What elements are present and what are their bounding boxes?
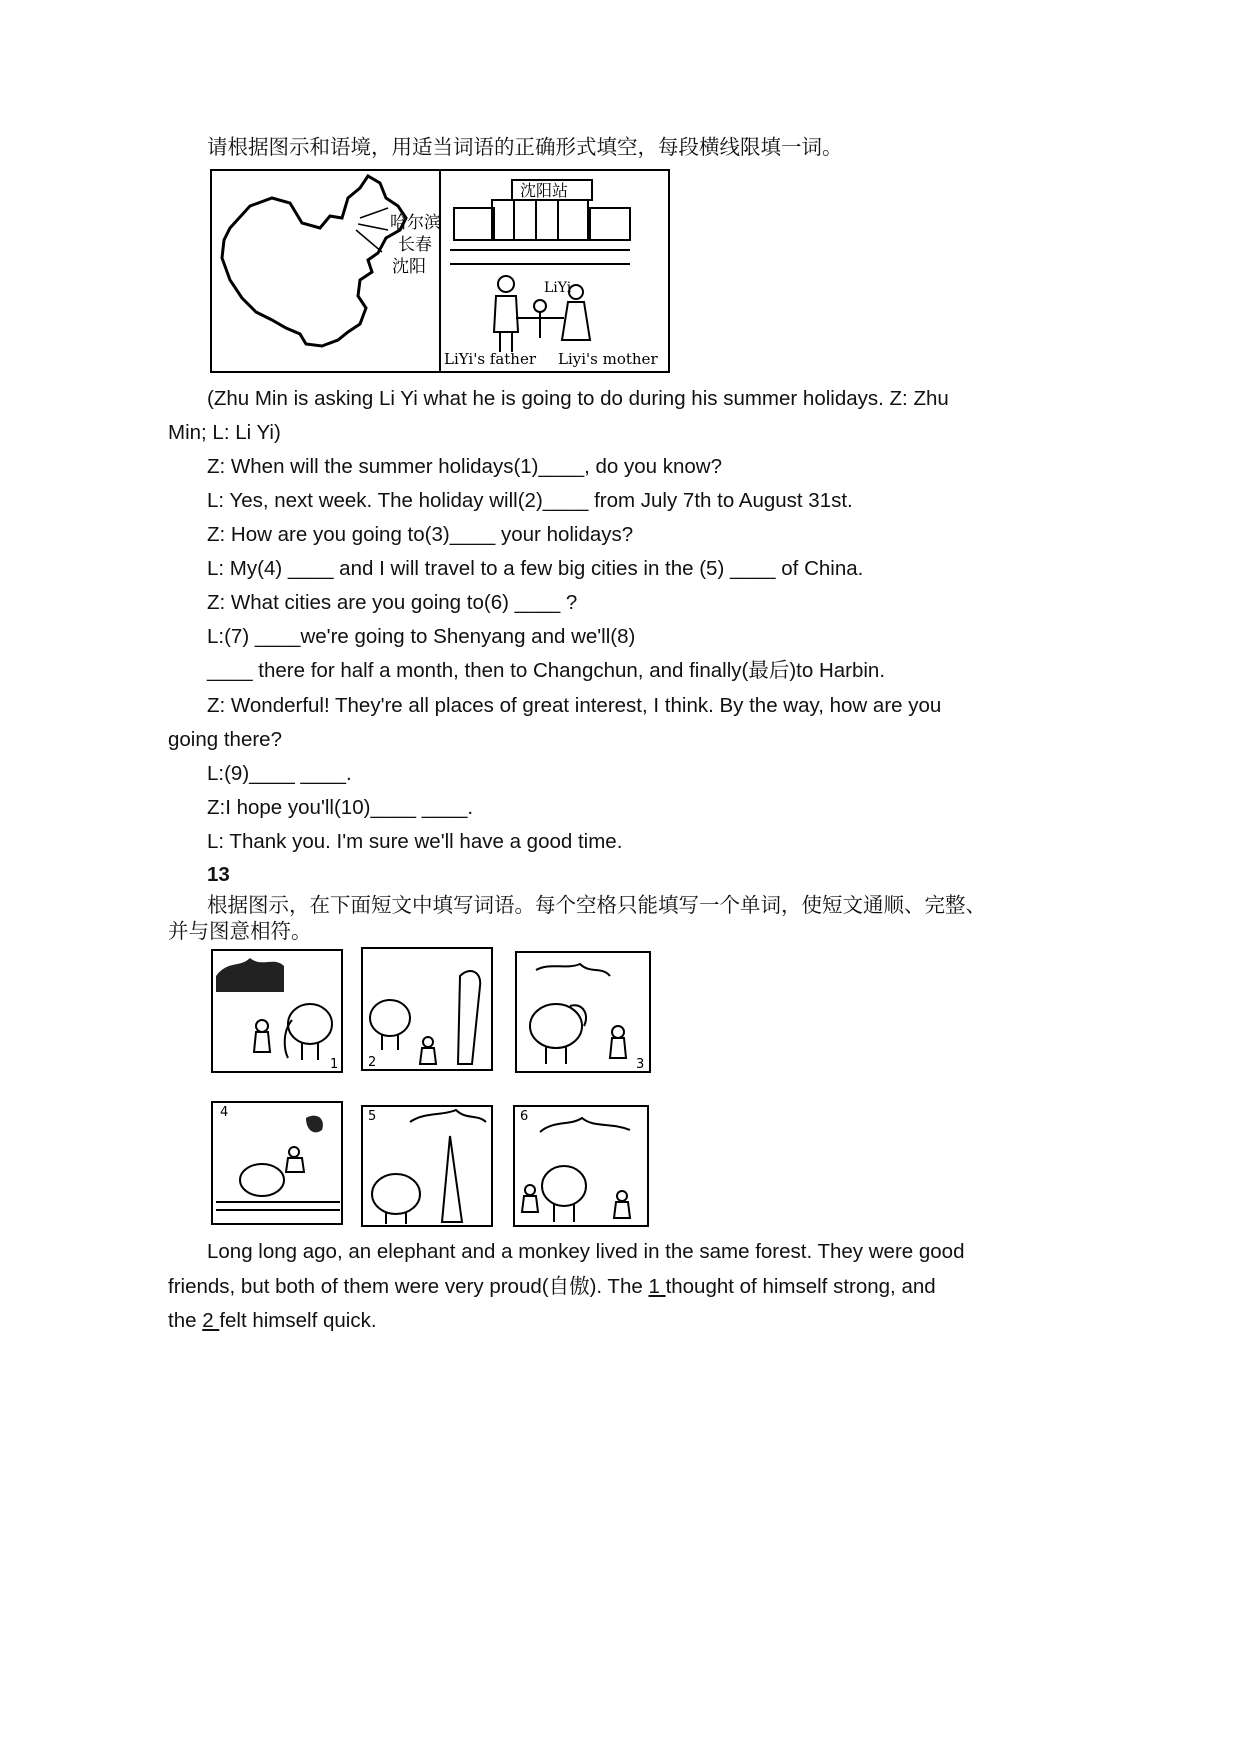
story-panel-3 xyxy=(516,952,650,1072)
passage-text: the xyxy=(168,1309,203,1332)
dialogue-line: L: Yes, next week. The holiday will(2)____ from July 7th to August 31st. xyxy=(207,489,853,512)
label-father: LiYi's father xyxy=(444,350,537,368)
passage-text: friends, but both of them were very proud(自傲). The xyxy=(168,1275,649,1298)
instruction-text: 根据图示，在下面短文中填写词语。每个空格只能填写一个单词，使短文通顺、完整、 xyxy=(207,893,986,917)
story-panel-6 xyxy=(514,1106,648,1226)
story-panel-1 xyxy=(212,950,342,1072)
dialogue-line: L: Thank you. I'm sure we'll have a good time. xyxy=(207,830,623,853)
dialogue-line: Z:I hope you'll(10)____ ____. xyxy=(207,796,474,819)
story-panel-5 xyxy=(362,1106,492,1226)
label-liyi: LiYi xyxy=(544,280,572,296)
dialogue-line: L:(9)____ ____. xyxy=(207,762,352,785)
dialogue-line: Z: What cities are you going to(6) ____ ? xyxy=(207,591,578,614)
station-sign: 沈阳站 xyxy=(520,181,569,200)
svg-text:4: 4 xyxy=(220,1105,229,1120)
map-label-changchun: 长春 xyxy=(398,235,432,255)
svg-text:5: 5 xyxy=(368,1109,377,1124)
passage-text: felt himself quick. xyxy=(219,1309,377,1332)
passage-line xyxy=(168,1268,936,1306)
story-panel-2 xyxy=(362,948,492,1070)
svg-text:3: 3 xyxy=(636,1057,645,1072)
figure-map-station xyxy=(210,168,672,374)
passage-line: Long long ago, an elephant and a monkey lived in the same forest. They were good xyxy=(207,1240,965,1263)
dialogue-line: Z: Wonderful! They're all places of great interest, I think. By the way, how are you xyxy=(207,694,942,717)
dialogue-line: going there? xyxy=(168,728,282,751)
china-map-outline xyxy=(222,176,406,346)
svg-text:2: 2 xyxy=(368,1055,377,1070)
map-label-shenyang: 沈阳 xyxy=(392,257,426,277)
story-panel-4 xyxy=(212,1102,342,1224)
instruction-text: 并与图意相符。 xyxy=(168,919,312,943)
passage-blank-2: 2 xyxy=(202,1309,220,1332)
dialogue-line: Z: How are you going to(3)____ your holidays? xyxy=(207,523,634,546)
dialogue-line: (Zhu Min is asking Li Yi what he is going to do during his summer holidays. Z: Zhu xyxy=(207,387,949,410)
label-mother: Liyi's mother xyxy=(558,350,658,368)
dialogue-line: ____ there for half a month, then to Changchun, and finally(最后)to Harbin. xyxy=(207,659,886,682)
passage-line xyxy=(168,1302,377,1340)
passage-text: thought of himself strong, and xyxy=(665,1275,936,1298)
dialogue-line: L:(7) ____we're going to Shenyang and we'll(8) xyxy=(207,625,636,648)
passage-blank-1: 1 xyxy=(648,1275,666,1298)
map-label-harbin: 哈尔滨 xyxy=(390,213,441,233)
svg-text:1: 1 xyxy=(330,1057,339,1072)
dialogue-line: Min; L: Li Yi) xyxy=(168,421,281,444)
question-number: 13 xyxy=(207,863,230,886)
svg-text:6: 6 xyxy=(520,1109,529,1124)
dialogue-line: L: My(4) ____ and I will travel to a few big cities in the (5) ____ of China. xyxy=(207,557,864,580)
instruction-text: 请根据图示和语境，用适当词语的正确形式填空，每段横线限填一词。 xyxy=(207,135,843,159)
dialogue-line: Z: When will the summer holidays(1)____, do you know? xyxy=(207,455,723,478)
figure-story-panels xyxy=(210,946,655,1231)
